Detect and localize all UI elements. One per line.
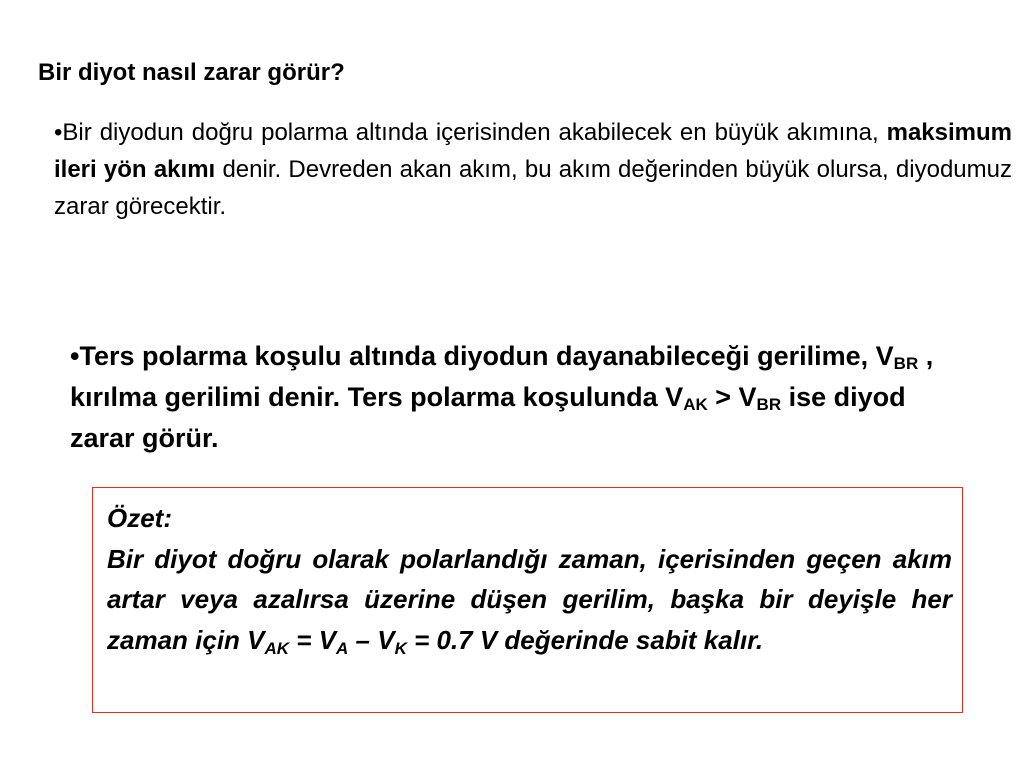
summary-title: Özet: [107, 503, 172, 533]
para1-text-end: denir. Devreden akan akım, bu akım değerinden büyük olursa, diyodumuz zarar görecektir. [54, 156, 1012, 220]
para1-text-start: •Bir diyodun doğru polarma altında içerisinden akabilecek en büyük akımına, [54, 119, 887, 146]
page-title: Bir diyot nasıl zarar görür? [38, 59, 345, 86]
summary-subscript-ak: AK [264, 638, 290, 658]
subscript-ak: AK [683, 395, 708, 414]
para2-text-2: , kırılma gerilimi denir. Ters polarma koşulunda V [70, 341, 934, 412]
max-forward-current-term: maksimum ileri yön akımı [54, 119, 1012, 183]
para2-text-3: > V [707, 382, 757, 412]
breakdown-voltage-paragraph [70, 336, 970, 459]
subscript-br-2: BR [756, 395, 782, 414]
summary-text-4: = 0.7 V değerinde sabit kalır. [406, 624, 764, 655]
summary-box [92, 487, 963, 713]
summary-body [107, 539, 952, 661]
summary-subscript-k: K [394, 638, 407, 658]
summary-text-1: Bir diyot doğru olarak polarlandığı zaman, içerisinden geçen akım artar veya azalırsa üzerine düşen gerilim, başka bir deyişle her zaman için V [107, 543, 952, 655]
summary-text-2: = V [289, 624, 337, 655]
summary-subscript-a: A [336, 638, 349, 658]
subscript-br: BR [893, 354, 919, 373]
summary-text-3: – V [348, 624, 395, 655]
max-forward-current-paragraph [54, 114, 1012, 225]
para2-text-1: •Ters polarma koşulu altında diyodun dayanabileceği gerilime, V [70, 341, 894, 371]
para2-text-4: ise diyod zarar görür. [70, 382, 906, 453]
